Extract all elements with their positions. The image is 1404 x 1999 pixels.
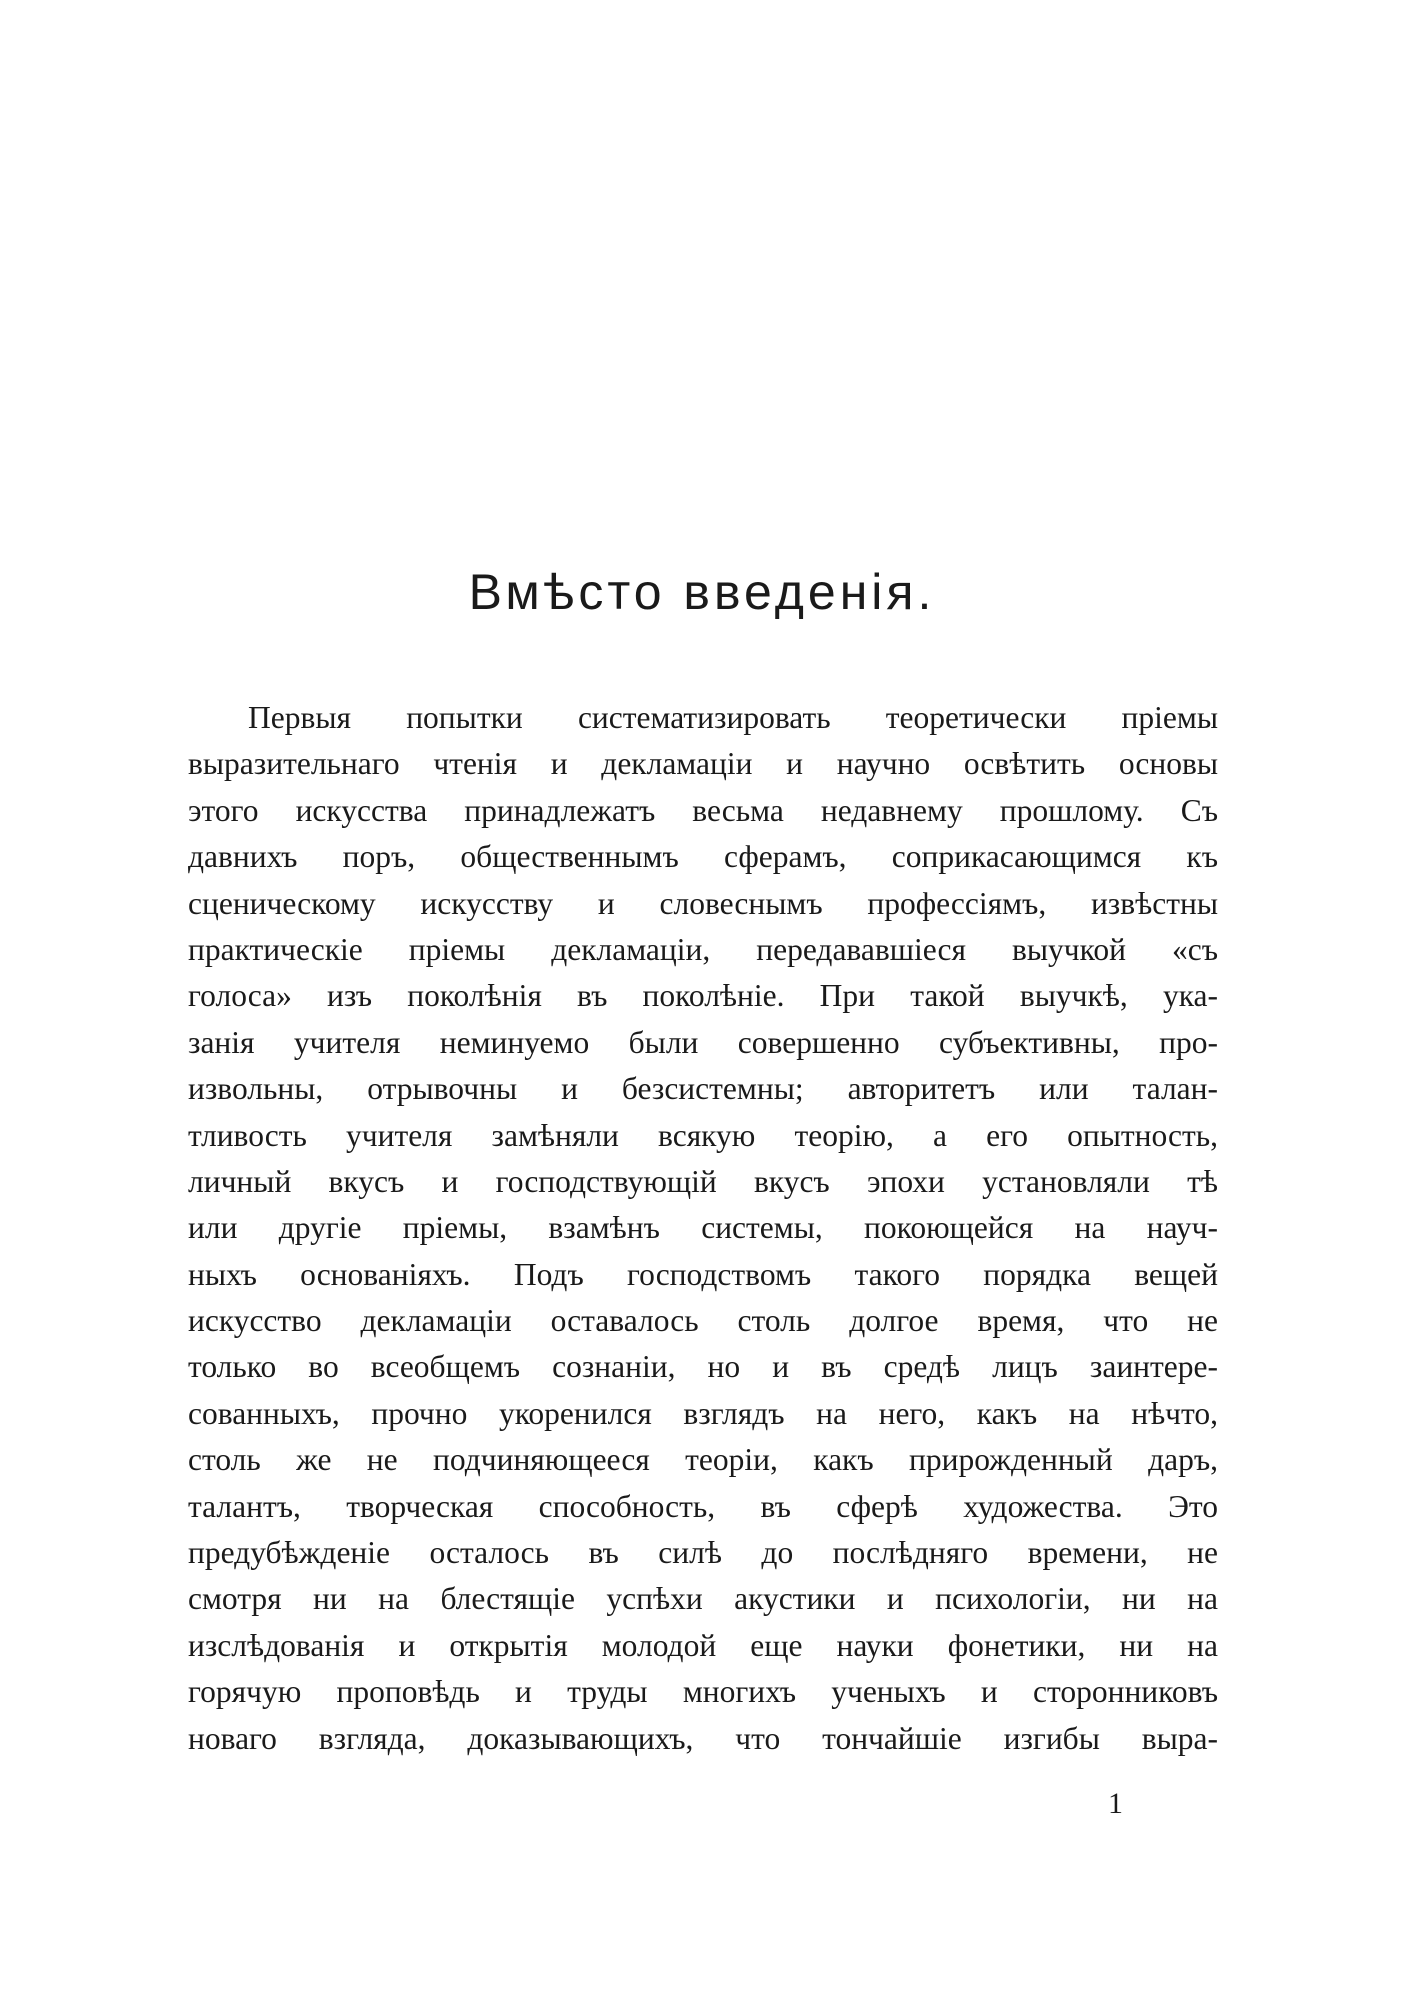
body-paragraph <box>188 695 1218 1762</box>
text-line: голоса» изъ поколѣнія въ поколѣніе. При такой выучкѣ, ука- <box>188 978 1218 1014</box>
text-line: столь же не подчиняющееся теоріи, какъ прирожденный даръ, <box>188 1442 1218 1478</box>
text-line: давнихъ поръ, общественнымъ сферамъ, соприкасающимся къ <box>188 839 1218 875</box>
text-line: только во всеобщемъ сознаніи, но и въ средѣ лицъ заинтере- <box>188 1349 1218 1385</box>
text-line: талантъ, творческая способность, въ сферѣ художества. Это <box>188 1488 1218 1524</box>
text-line: Первыя попытки систематизировать теоретически пріемы <box>248 700 1218 735</box>
text-line: практическіе пріемы декламаціи, передававшіеся выучкой «съ <box>188 931 1218 967</box>
text-line: выразительнаго чтенія и декламаціи и научно освѣтить основы <box>188 746 1218 782</box>
text-line: горячую проповѣдь и труды многихъ ученыхъ и сторонниковъ <box>188 1674 1218 1710</box>
text-line: новаго взгляда, доказывающихъ, что тончайшіе изгибы выра- <box>188 1720 1218 1756</box>
text-line: изслѣдованія и открытія молодой еще науки фонетики, ни на <box>188 1627 1218 1663</box>
page-number: 1 <box>1108 1787 1123 1820</box>
text-line: предубѣжденіе осталось въ силѣ до послѣдняго времени, не <box>188 1535 1218 1571</box>
text-line: сованныхъ, прочно укоренился взглядъ на него, какъ на нѣчто, <box>188 1395 1218 1431</box>
text-line: тливость учителя замѣняли всякую теорію, а его опытность, <box>188 1117 1218 1153</box>
text-line: этого искусства принадлежатъ весьма недавнему прошлому. Съ <box>188 792 1218 828</box>
text-line: сценическому искусству и словеснымъ профессіямъ, извѣстны <box>188 885 1218 921</box>
text-line: смотря ни на блестящіе успѣхи акустики и психологіи, ни на <box>188 1581 1218 1617</box>
text-line: извольны, отрывочны и безсистемны; авторитетъ или талан- <box>188 1071 1218 1107</box>
text-line: или другіе пріемы, взамѣнъ системы, покоющейся на науч- <box>188 1210 1218 1246</box>
text-line: личный вкусъ и господствующій вкусъ эпохи установляли тѣ <box>188 1163 1218 1199</box>
text-line: ныхъ основаніяхъ. Подъ господствомъ такого порядка вещей <box>188 1256 1218 1292</box>
text-line: искусство декламаціи оставалось столь долгое время, что не <box>188 1303 1218 1339</box>
chapter-title: Вмѣсто введенія. <box>468 563 936 620</box>
text-line: занія учителя неминуемо были совершенно субъективны, про- <box>188 1024 1218 1060</box>
